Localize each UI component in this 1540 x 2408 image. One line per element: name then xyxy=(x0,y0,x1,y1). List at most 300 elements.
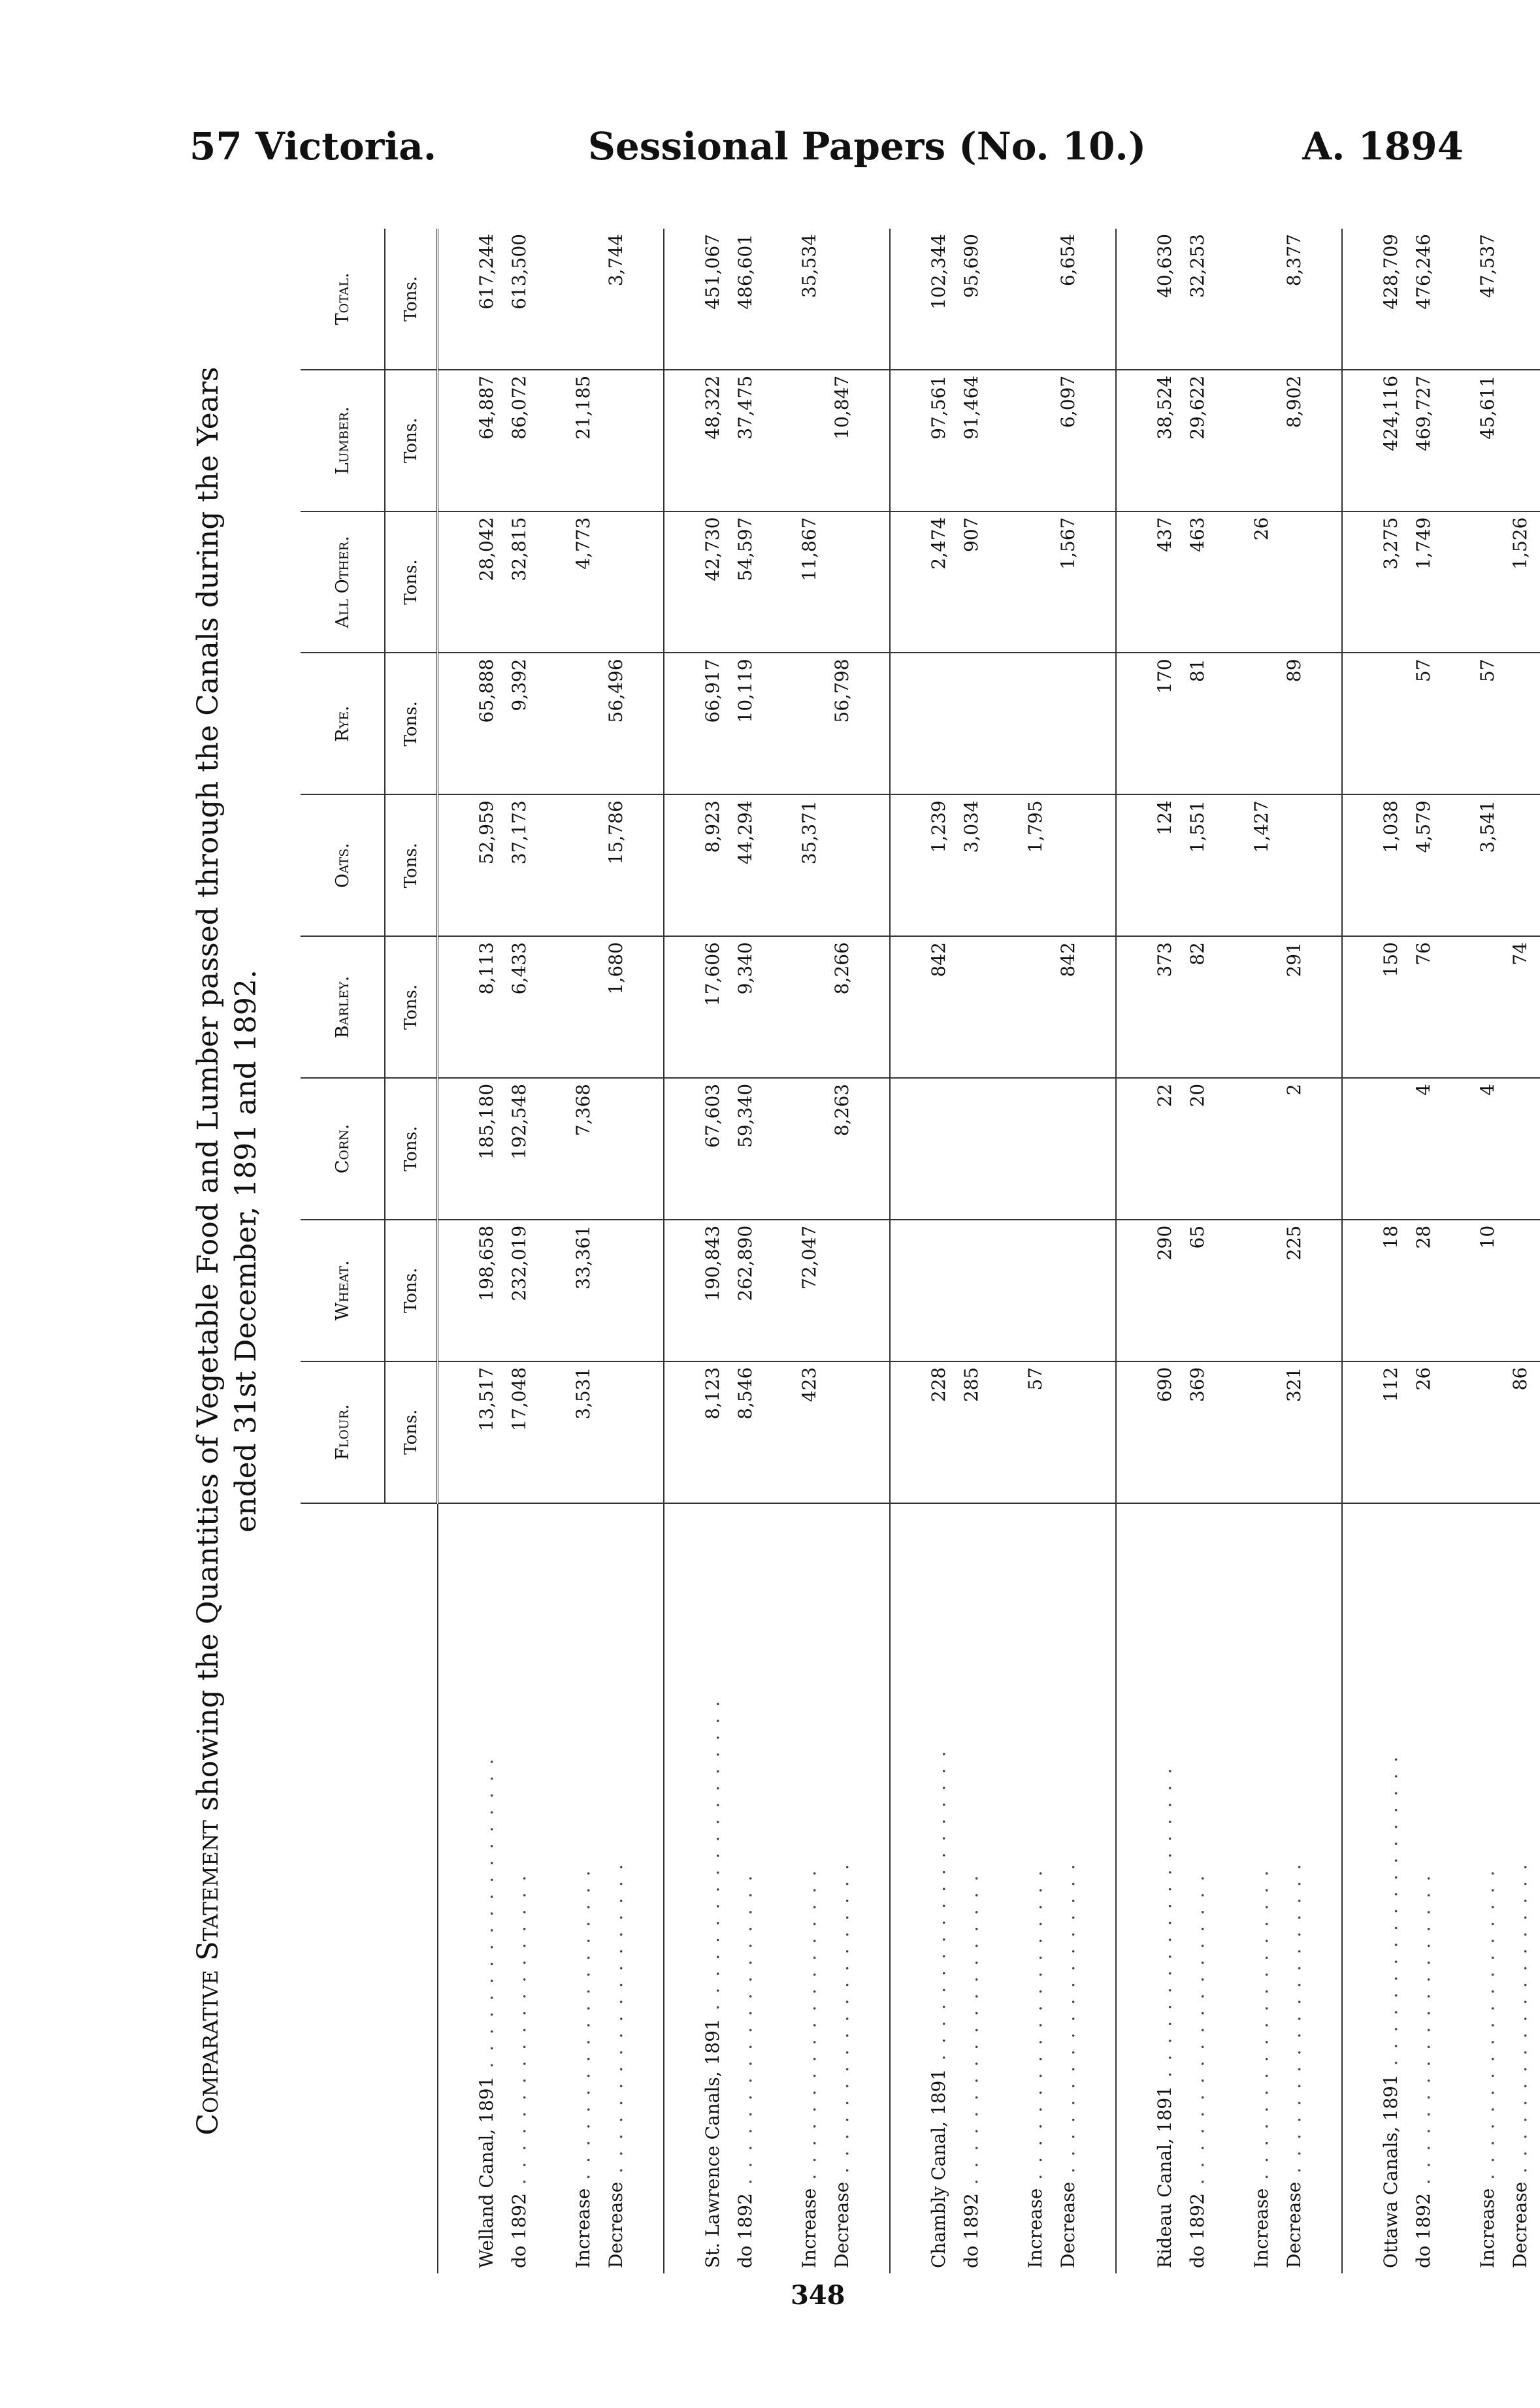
table-cell xyxy=(1019,1078,1051,1220)
unit-header: Tons. xyxy=(385,229,438,370)
table-cell: 8,546 xyxy=(729,1361,761,1503)
table-cell: 8,377 xyxy=(1277,229,1310,370)
spacer-cell xyxy=(1342,1361,1374,1503)
spacer-cell xyxy=(632,1503,664,2273)
spacer-cell xyxy=(761,653,793,794)
table-cell xyxy=(1051,1220,1084,1361)
table-cell: 81 xyxy=(1181,653,1213,794)
table-cell: 4 xyxy=(1471,1078,1503,1220)
spacer-cell xyxy=(1213,229,1245,370)
decrease-label: Decrease xyxy=(1509,2181,1531,2268)
col-header: Lumber. xyxy=(301,370,385,512)
running-head-left: 57 Victoria. xyxy=(189,124,437,169)
table-cell xyxy=(793,1078,825,1220)
table-cell: 67,603 xyxy=(696,1078,729,1220)
spacer-cell xyxy=(664,229,696,370)
table-cell: 48,322 xyxy=(696,370,729,512)
col-header: Oats. xyxy=(301,794,385,936)
row-label-cell xyxy=(502,1503,535,2273)
spacer-cell xyxy=(664,1503,696,2273)
title-line-2: ended 31st December, 1891 and 1892. xyxy=(229,969,263,1533)
table-cell: 262,890 xyxy=(729,1220,761,1361)
table-cell: 228 xyxy=(922,1361,955,1503)
table-cell: 190,843 xyxy=(696,1220,729,1361)
table-cell: 17,606 xyxy=(696,936,729,1078)
table-cell: 89 xyxy=(1277,653,1310,794)
spacer-cell xyxy=(438,1220,470,1361)
table-cell: 617,244 xyxy=(470,229,502,370)
decrease-row xyxy=(599,229,632,2273)
title-lead: Comparative Statement xyxy=(191,1820,225,2136)
table-row xyxy=(1374,229,1407,2273)
col-header: Barley. xyxy=(301,936,385,1078)
spacer-cell xyxy=(1342,1503,1374,2273)
leader-dots: . . . . . . . . . . . . . . . . . . . xyxy=(1509,1861,1531,2182)
spacer-cell xyxy=(1310,936,1342,1078)
table-cell: 1,680 xyxy=(599,936,632,1078)
table-cell: 373 xyxy=(1148,936,1181,1078)
table-row xyxy=(1407,229,1439,2273)
spacer-cell xyxy=(1439,653,1471,794)
spacer-cell xyxy=(1116,794,1148,936)
table-cell: 423 xyxy=(793,1361,825,1503)
table-cell: 4 xyxy=(1407,1078,1439,1220)
spacer-cell xyxy=(1439,1078,1471,1220)
decrease-row xyxy=(825,229,858,2273)
table-cell: 86,072 xyxy=(502,370,535,512)
table-cell: 76 xyxy=(1407,936,1439,1078)
table-cell: 8,923 xyxy=(696,794,729,936)
col-header: All Other. xyxy=(301,512,385,653)
table-cell: 3,034 xyxy=(955,794,987,936)
spacer-cell xyxy=(1116,1078,1148,1220)
spacer-cell xyxy=(438,1503,470,2273)
unit-header: Tons. xyxy=(385,936,438,1078)
table-cell: 21,185 xyxy=(566,370,599,512)
table-cell: 44,294 xyxy=(729,794,761,936)
table-cell: 842 xyxy=(922,936,955,1078)
spacer-cell xyxy=(761,370,793,512)
spacer-row xyxy=(1310,229,1342,2273)
spacer-cell xyxy=(438,370,470,512)
spacer-cell xyxy=(438,794,470,936)
table-cell: 32,253 xyxy=(1181,229,1213,370)
spacer-cell xyxy=(761,229,793,370)
table-cell: 18 xyxy=(1374,1220,1407,1361)
leader-dots: . . . . . . . . . . . . . . . . . . . xyxy=(701,1698,723,2019)
leader-dots: . . . . . . . . . . . . . . . . . . . xyxy=(1153,1765,1175,2086)
decrease-label: Decrease xyxy=(604,2181,627,2268)
decrease-row xyxy=(1277,229,1310,2273)
table-cell xyxy=(825,1361,858,1503)
table-cell: 82 xyxy=(1181,936,1213,1078)
table-cell xyxy=(1374,653,1407,794)
spacer-cell xyxy=(1084,370,1116,512)
spacer-row xyxy=(535,229,566,2273)
table-cell: 28 xyxy=(1407,1220,1439,1361)
table-cell xyxy=(566,653,599,794)
row-label-cell xyxy=(1181,1503,1213,2273)
spacer-cell xyxy=(1310,653,1342,794)
increase-row xyxy=(566,229,599,2273)
spacer-cell xyxy=(890,1503,922,2273)
table-cell: 95,690 xyxy=(955,229,987,370)
spacer-cell xyxy=(1116,653,1148,794)
table-cell: 486,601 xyxy=(729,229,761,370)
table-cell xyxy=(566,794,599,936)
table-cell xyxy=(825,512,858,653)
table-cell xyxy=(825,229,858,370)
table-cell: 57 xyxy=(1019,1361,1051,1503)
table-cell xyxy=(599,1220,632,1361)
decrease-row xyxy=(1051,229,1084,2273)
unit-header: Tons. xyxy=(385,512,438,653)
spacer-cell xyxy=(1342,229,1374,370)
spacer-cell xyxy=(664,794,696,936)
table-cell xyxy=(793,936,825,1078)
spacer-cell xyxy=(1310,512,1342,653)
table-cell xyxy=(599,1361,632,1503)
col-header: Flour. xyxy=(301,1361,385,1503)
table-cell xyxy=(1245,1078,1277,1220)
table-cell xyxy=(1245,936,1277,1078)
table-cell: 10,119 xyxy=(729,653,761,794)
spacer-cell xyxy=(890,1220,922,1361)
spacer-cell xyxy=(1536,1361,1540,1503)
running-head xyxy=(189,124,1464,183)
table-cell: 20 xyxy=(1181,1078,1213,1220)
spacer-cell xyxy=(1342,794,1374,936)
spacer-cell xyxy=(438,512,470,653)
increase-label: Increase xyxy=(1250,2188,1272,2268)
table-cell: 52,959 xyxy=(470,794,502,936)
spacer-row xyxy=(987,229,1019,2273)
table-cell: 6,097 xyxy=(1051,370,1084,512)
table-row xyxy=(1181,229,1213,2273)
table-cell: 57 xyxy=(1407,653,1439,794)
row-label-cell xyxy=(470,1503,502,2273)
table-cell xyxy=(1471,1361,1503,1503)
leader-dots: . . . . . . . . . . . . . . . . . . . xyxy=(1283,1861,1305,2182)
table-cell: 6,654 xyxy=(1051,229,1084,370)
spacer-cell xyxy=(632,1078,664,1220)
leader-dots: . . . . . . . . . . . . . . . . . . . xyxy=(1024,1868,1046,2188)
table-cell: 907 xyxy=(955,512,987,653)
spacer-cell xyxy=(535,512,566,653)
table-cell: 3,531 xyxy=(566,1361,599,1503)
row-label-cell xyxy=(696,1503,729,2273)
spacer-row xyxy=(1084,229,1116,2273)
spacer-row xyxy=(1439,229,1471,2273)
row-label: Chambly Canal, 1891 xyxy=(927,2068,949,2268)
table-cell: 35,534 xyxy=(793,229,825,370)
table-cell: 1,239 xyxy=(922,794,955,936)
spacer-cell xyxy=(535,1361,566,1503)
table-cell xyxy=(1245,653,1277,794)
spacer-cell xyxy=(1439,1503,1471,2273)
increase-row xyxy=(1019,229,1051,2273)
spacer-cell xyxy=(1439,936,1471,1078)
spacer-cell xyxy=(987,229,1019,370)
spacer-cell xyxy=(1116,1361,1148,1503)
decrease-label: Decrease xyxy=(830,2181,853,2268)
table-cell xyxy=(1019,1220,1051,1361)
row-label-cell xyxy=(566,1503,599,2273)
table-cell xyxy=(1277,512,1310,653)
spacer-cell xyxy=(535,936,566,1078)
spacer-cell xyxy=(1084,794,1116,936)
table-cell: 428,709 xyxy=(1374,229,1407,370)
table-cell xyxy=(1051,794,1084,936)
table-cell: 86 xyxy=(1503,1361,1536,1503)
increase-row xyxy=(793,229,825,2273)
table-cell: 91,464 xyxy=(955,370,987,512)
spacer-row xyxy=(890,229,922,2273)
spacer-cell xyxy=(761,1220,793,1361)
table-cell: 15,786 xyxy=(599,794,632,936)
table-cell xyxy=(566,936,599,1078)
row-label-cell xyxy=(922,1503,955,2273)
spacer-cell xyxy=(890,370,922,512)
spacer-cell xyxy=(1310,794,1342,936)
row-label-cell xyxy=(1374,1503,1407,2273)
row-label-header xyxy=(301,1503,438,2273)
table-cell xyxy=(1245,1220,1277,1361)
table-cell xyxy=(1374,1078,1407,1220)
leader-dots: . . . . . . . . . . . . . . . . . . . xyxy=(1057,1861,1079,2182)
spacer-cell xyxy=(987,653,1019,794)
spacer-cell xyxy=(890,794,922,936)
table-row xyxy=(470,229,502,2273)
spacer-cell xyxy=(1536,653,1540,794)
spacer-cell xyxy=(664,1361,696,1503)
table-cell: 1,567 xyxy=(1051,512,1084,653)
spacer-cell xyxy=(987,1220,1019,1361)
table-cell xyxy=(793,653,825,794)
table-cell: 291 xyxy=(1277,936,1310,1078)
table-cell: 437 xyxy=(1148,512,1181,653)
spacer-cell xyxy=(987,936,1019,1078)
spacer-cell xyxy=(1439,370,1471,512)
spacer-cell xyxy=(987,1361,1019,1503)
spacer-cell xyxy=(1084,1361,1116,1503)
decrease-row xyxy=(1503,229,1536,2273)
table-cell: 6,433 xyxy=(502,936,535,1078)
table-cell: 321 xyxy=(1277,1361,1310,1503)
table-cell: 65 xyxy=(1181,1220,1213,1361)
spacer-cell xyxy=(1116,936,1148,1078)
table-cell: 10 xyxy=(1471,1220,1503,1361)
table-cell: 185,180 xyxy=(470,1078,502,1220)
spacer-cell xyxy=(890,1361,922,1503)
table-cell: 369 xyxy=(1181,1361,1213,1503)
unit-header: Tons. xyxy=(385,370,438,512)
spacer-cell xyxy=(1213,653,1245,794)
leader-dots: . . . . . . . . . . . . . . . . . . . xyxy=(508,1872,530,2194)
running-head-right: A. 1894 xyxy=(1302,124,1464,169)
row-label-cell xyxy=(1019,1503,1051,2273)
table-cell: 8,266 xyxy=(825,936,858,1078)
spacer-cell xyxy=(1439,1220,1471,1361)
table-cell: 26 xyxy=(1245,512,1277,653)
table-cell: 9,340 xyxy=(729,936,761,1078)
spacer-cell xyxy=(987,512,1019,653)
table-cell: 40,630 xyxy=(1148,229,1181,370)
row-label: do 1892 xyxy=(1412,2193,1434,2268)
table-cell: 56,496 xyxy=(599,653,632,794)
table-cell: 198,658 xyxy=(470,1220,502,1361)
table-cell xyxy=(1019,653,1051,794)
table-row xyxy=(1148,229,1181,2273)
spacer-cell xyxy=(664,1078,696,1220)
unit-header: Tons. xyxy=(385,1361,438,1503)
table-cell: 11,867 xyxy=(793,512,825,653)
table-cell: 3,744 xyxy=(599,229,632,370)
col-header: Rye. xyxy=(301,653,385,794)
table-cell xyxy=(1503,794,1536,936)
spacer-cell xyxy=(1213,936,1245,1078)
table-cell: 285 xyxy=(955,1361,987,1503)
spacer-cell xyxy=(535,229,566,370)
spacer-cell xyxy=(761,1078,793,1220)
table-cell xyxy=(1503,1220,1536,1361)
table-body xyxy=(438,229,1540,2273)
table-cell xyxy=(922,653,955,794)
spacer-cell xyxy=(535,1503,566,2273)
table-cell xyxy=(825,1220,858,1361)
table-cell: 150 xyxy=(1374,936,1407,1078)
row-label-cell xyxy=(729,1503,761,2273)
spacer-cell xyxy=(1084,1220,1116,1361)
table-cell: 28,042 xyxy=(470,512,502,653)
decrease-label: Decrease xyxy=(1057,2181,1079,2268)
spacer-cell xyxy=(1536,1220,1540,1361)
spacer-row xyxy=(438,229,470,2273)
spacer-cell xyxy=(438,653,470,794)
table-cell: 56,798 xyxy=(825,653,858,794)
table-cell: 47,537 xyxy=(1471,229,1503,370)
table-cell xyxy=(955,1220,987,1361)
table-cell xyxy=(1051,653,1084,794)
spacer-cell xyxy=(1116,1503,1148,2273)
table-cell xyxy=(1245,229,1277,370)
spacer-cell xyxy=(858,1503,890,2273)
increase-row xyxy=(1471,229,1503,2273)
table-cell: 35,371 xyxy=(793,794,825,936)
spacer-cell xyxy=(535,370,566,512)
spacer-cell xyxy=(761,794,793,936)
spacer-cell xyxy=(1213,794,1245,936)
table-cell: 13,517 xyxy=(470,1361,502,1503)
table-cell xyxy=(955,936,987,1078)
row-label: Welland Canal, 1891 xyxy=(475,2076,497,2268)
spacer-row xyxy=(761,229,793,2273)
table-cell xyxy=(955,1078,987,1220)
table-cell: 1,551 xyxy=(1181,794,1213,936)
leader-dots: . . . . . . . . . . . . . . . . . . . xyxy=(1412,1872,1434,2194)
table-cell xyxy=(825,794,858,936)
title-rest: showing the Quantities of Vegetable Food and Lumber passed through the Canals during the Years xyxy=(191,366,225,1812)
table-cell xyxy=(1019,229,1051,370)
spacer-cell xyxy=(1310,1220,1342,1361)
unit-header: Tons. xyxy=(385,1220,438,1361)
table-row xyxy=(955,229,987,2273)
leader-dots: . . . . . . . . . . . . . . . . . . . xyxy=(475,1756,497,2077)
running-head-center: Sessional Papers (No. 10.) xyxy=(588,124,1147,169)
spacer-cell xyxy=(1342,512,1374,653)
row-label-cell xyxy=(1471,1503,1503,2273)
row-label: do 1892 xyxy=(734,2193,756,2268)
spacer-cell xyxy=(1310,370,1342,512)
spacer-cell xyxy=(987,1503,1019,2273)
spacer-cell xyxy=(858,229,890,370)
spacer-cell xyxy=(632,653,664,794)
spacer-row xyxy=(1116,229,1148,2273)
table-cell xyxy=(922,1078,955,1220)
spacer-cell xyxy=(1439,512,1471,653)
spacer-cell xyxy=(664,512,696,653)
table-row xyxy=(696,229,729,2273)
table-cell: 690 xyxy=(1148,1361,1181,1503)
leader-dots: . . . . . . . . . . . . . . . . . . . xyxy=(734,1872,756,2194)
table-cell: 42,730 xyxy=(696,512,729,653)
spacer-cell xyxy=(890,936,922,1078)
row-label-cell xyxy=(1407,1503,1439,2273)
table-cell: 54,597 xyxy=(729,512,761,653)
statistics-table xyxy=(301,229,1540,2273)
table-cell: 290 xyxy=(1148,1220,1181,1361)
table-row xyxy=(502,229,535,2273)
table-cell: 225 xyxy=(1277,1220,1310,1361)
row-label-cell xyxy=(1245,1503,1277,2273)
increase-row xyxy=(1245,229,1277,2273)
row-label-cell xyxy=(825,1503,858,2273)
table-cell: 4,579 xyxy=(1407,794,1439,936)
table-cell: 59,340 xyxy=(729,1078,761,1220)
row-label: St. Lawrence Canals, 1891 xyxy=(701,2019,723,2268)
table-cell: 2 xyxy=(1277,1078,1310,1220)
row-label: Rideau Canal, 1891 xyxy=(1153,2085,1175,2268)
spacer-cell xyxy=(664,370,696,512)
spacer-cell xyxy=(858,653,890,794)
increase-label: Increase xyxy=(1024,2188,1046,2268)
table-cell: 2,474 xyxy=(922,512,955,653)
leader-dots: . . . . . . . . . . . . . . . . . . . xyxy=(1250,1868,1272,2188)
spacer-cell xyxy=(535,794,566,936)
spacer-row xyxy=(1213,229,1245,2273)
spacer-cell xyxy=(987,370,1019,512)
table-cell xyxy=(1019,512,1051,653)
spacer-cell xyxy=(1439,1361,1471,1503)
table-cell xyxy=(599,512,632,653)
spacer-cell xyxy=(761,936,793,1078)
spacer-cell xyxy=(1536,370,1540,512)
unit-header: Tons. xyxy=(385,653,438,794)
table-cell xyxy=(1503,653,1536,794)
table-cell: 26 xyxy=(1407,1361,1439,1503)
table-cell: 4,773 xyxy=(566,512,599,653)
table-cell: 102,344 xyxy=(922,229,955,370)
spacer-cell xyxy=(1116,1220,1148,1361)
spacer-cell xyxy=(1213,1078,1245,1220)
spacer-cell xyxy=(1213,512,1245,653)
table-cell: 424,116 xyxy=(1374,370,1407,512)
row-label-cell xyxy=(1503,1503,1536,2273)
row-label: do 1892 xyxy=(1186,2193,1208,2268)
spacer-cell xyxy=(1342,653,1374,794)
table-cell xyxy=(922,1220,955,1361)
table-cell xyxy=(1471,512,1503,653)
